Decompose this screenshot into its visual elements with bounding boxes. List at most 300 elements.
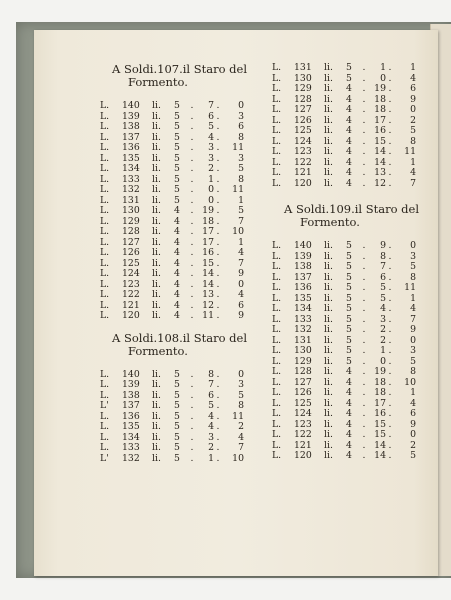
soldi-value: 3 xyxy=(380,313,386,325)
separator: . xyxy=(388,355,392,367)
amount: 134 xyxy=(294,303,312,314)
lire-abbrev: li. xyxy=(152,452,161,464)
separator: . xyxy=(362,240,366,251)
denari-value: 1 xyxy=(410,62,416,73)
lire-value: 4 xyxy=(346,408,352,419)
separator: . xyxy=(362,303,366,314)
table-row xyxy=(100,164,260,175)
currency-label: L. xyxy=(100,131,110,143)
denari-value: 4 xyxy=(410,72,416,84)
lire-abbrev: li. xyxy=(324,104,333,115)
lire-abbrev: li. xyxy=(152,215,161,227)
soldi-value: 14 xyxy=(202,268,214,279)
lire-value: 4 xyxy=(174,215,180,227)
amount: 135 xyxy=(294,292,312,304)
lire-value: 5 xyxy=(174,410,180,422)
separator: . xyxy=(388,250,392,262)
lire-value: 4 xyxy=(174,289,180,300)
denari-value: 1 xyxy=(238,236,244,248)
separator: . xyxy=(362,282,366,293)
lire-abbrev: li. xyxy=(152,379,161,390)
table-row xyxy=(272,168,432,179)
separator: . xyxy=(190,310,194,321)
lire-abbrev: li. xyxy=(324,408,333,419)
amount: 124 xyxy=(294,135,312,147)
soldi-value: 14 xyxy=(374,439,386,451)
currency-label: L. xyxy=(100,368,110,380)
table-row xyxy=(100,185,260,196)
separator: . xyxy=(216,278,220,290)
currency-label: L. xyxy=(272,313,282,325)
lire-abbrev: li. xyxy=(324,334,333,346)
denari-value: 3 xyxy=(238,152,244,164)
soldi-value: 0 xyxy=(380,355,386,367)
soldi-value: 2 xyxy=(208,163,214,174)
denari-value: 11 xyxy=(232,184,244,195)
separator: . xyxy=(362,334,366,346)
soldi-value: 15 xyxy=(202,257,214,269)
denari-value: 9 xyxy=(238,310,244,321)
price-table-109 xyxy=(272,241,432,462)
separator: . xyxy=(362,261,366,272)
separator: . xyxy=(190,442,194,453)
denari-value: 6 xyxy=(410,83,416,94)
amount: 127 xyxy=(294,376,312,388)
price-table-108-part1 xyxy=(100,370,260,465)
currency-label: L. xyxy=(272,303,282,314)
lire-abbrev: li. xyxy=(152,289,161,300)
separator: . xyxy=(388,334,392,346)
table-row xyxy=(100,311,260,322)
separator: . xyxy=(388,167,392,178)
separator: . xyxy=(388,418,392,430)
currency-label: L. xyxy=(272,135,282,147)
lire-abbrev: li. xyxy=(324,439,333,451)
separator: . xyxy=(362,83,366,94)
lire-abbrev: li. xyxy=(324,376,333,388)
amount: 125 xyxy=(294,125,312,136)
soldi-value: 4 xyxy=(208,131,214,143)
separator: . xyxy=(216,289,220,300)
separator: . xyxy=(362,62,366,73)
table-row xyxy=(100,401,260,412)
currency-label: L. xyxy=(272,418,282,430)
separator: . xyxy=(362,313,366,325)
table-row xyxy=(272,105,432,116)
separator: . xyxy=(216,236,220,248)
separator: . xyxy=(216,410,220,422)
separator: . xyxy=(388,177,392,189)
table-row xyxy=(272,346,432,357)
left-column xyxy=(100,63,260,464)
lire-value: 5 xyxy=(346,250,352,262)
currency-label: L. xyxy=(100,236,110,248)
currency-label: L. xyxy=(272,261,282,272)
denari-value: 9 xyxy=(238,268,244,279)
currency-label: L. xyxy=(272,408,282,419)
soldi-value: 1 xyxy=(208,173,214,185)
lire-value: 4 xyxy=(346,439,352,451)
separator: . xyxy=(216,100,220,111)
separator: . xyxy=(388,408,392,419)
lire-value: 4 xyxy=(174,299,180,311)
separator: . xyxy=(388,156,392,168)
separator: . xyxy=(216,131,220,143)
denari-value: 5 xyxy=(410,125,416,136)
lire-value: 4 xyxy=(174,247,180,258)
separator: . xyxy=(362,292,366,304)
lire-value: 4 xyxy=(346,429,352,440)
soldi-value: 15 xyxy=(374,429,386,440)
denari-value: 1 xyxy=(238,194,244,206)
lire-value: 4 xyxy=(346,450,352,461)
amount: 125 xyxy=(294,397,312,409)
lire-value: 4 xyxy=(346,114,352,126)
table-row xyxy=(100,443,260,454)
soldi-value: 16 xyxy=(202,247,214,258)
table-row xyxy=(272,262,432,273)
denari-value: 4 xyxy=(238,247,244,258)
soldi-value: 9 xyxy=(380,240,386,251)
table-row xyxy=(272,409,432,420)
section-heading-107 xyxy=(100,63,260,89)
table-row xyxy=(100,454,260,465)
lire-value: 5 xyxy=(346,72,352,84)
amount: 121 xyxy=(122,299,140,311)
lire-abbrev: li. xyxy=(324,250,333,262)
soldi-value: 2 xyxy=(380,334,386,346)
currency-label: L. xyxy=(272,282,282,293)
separator: . xyxy=(362,397,366,409)
currency-label: L. xyxy=(100,421,110,432)
lire-abbrev: li. xyxy=(152,100,161,111)
denari-value: 0 xyxy=(238,368,244,380)
denari-value: 3 xyxy=(238,110,244,122)
separator: . xyxy=(388,313,392,325)
heading-line-1: A Soldi.108.il Staro del xyxy=(112,330,248,345)
amount: 136 xyxy=(122,410,140,422)
denari-value: 4 xyxy=(238,431,244,443)
amount: 120 xyxy=(122,310,140,321)
soldi-value: 14 xyxy=(374,156,386,168)
lire-value: 4 xyxy=(346,387,352,398)
lire-abbrev: li. xyxy=(324,93,333,105)
lire-abbrev: li. xyxy=(152,173,161,185)
lire-abbrev: li. xyxy=(324,271,333,283)
denari-value: 5 xyxy=(238,205,244,216)
lire-abbrev: li. xyxy=(152,368,161,380)
separator: . xyxy=(216,299,220,311)
currency-label: L. xyxy=(100,268,110,279)
amount: 127 xyxy=(294,104,312,115)
currency-label: L. xyxy=(272,146,282,157)
soldi-value: 5 xyxy=(208,400,214,411)
separator: . xyxy=(362,146,366,157)
denari-value: 5 xyxy=(410,450,416,461)
soldi-value: 4 xyxy=(380,303,386,314)
lire-abbrev: li. xyxy=(324,292,333,304)
amount: 138 xyxy=(122,121,140,132)
lire-value: 4 xyxy=(346,135,352,147)
denari-value: 8 xyxy=(410,271,416,283)
separator: . xyxy=(362,366,366,377)
currency-label: L. xyxy=(272,271,282,283)
soldi-value: 3 xyxy=(208,142,214,153)
denari-value: 6 xyxy=(410,408,416,419)
amount: 133 xyxy=(122,173,140,185)
soldi-value: 18 xyxy=(374,376,386,388)
amount: 121 xyxy=(294,167,312,178)
lire-value: 5 xyxy=(346,355,352,367)
lire-value: 5 xyxy=(174,110,180,122)
table-row xyxy=(272,325,432,336)
amount: 122 xyxy=(294,429,312,440)
soldi-value: 17 xyxy=(374,397,386,409)
lire-abbrev: li. xyxy=(324,313,333,325)
lire-abbrev: li. xyxy=(152,310,161,321)
denari-value: 10 xyxy=(404,376,416,388)
lire-value: 4 xyxy=(174,257,180,269)
separator: . xyxy=(388,135,392,147)
currency-label: L. xyxy=(100,205,110,216)
soldi-value: 6 xyxy=(208,110,214,122)
denari-value: 7 xyxy=(238,215,244,227)
lire-abbrev: li. xyxy=(324,146,333,157)
lire-abbrev: li. xyxy=(324,418,333,430)
amount: 123 xyxy=(294,146,312,157)
separator: . xyxy=(216,421,220,432)
table-row xyxy=(100,143,260,154)
lire-abbrev: li. xyxy=(152,142,161,153)
separator: . xyxy=(190,410,194,422)
soldi-value: 14 xyxy=(202,278,214,290)
currency-label: L. xyxy=(100,379,110,390)
lire-abbrev: li. xyxy=(324,135,333,147)
denari-value: 5 xyxy=(410,355,416,367)
separator: . xyxy=(362,177,366,189)
lire-abbrev: li. xyxy=(152,163,161,174)
separator: . xyxy=(190,194,194,206)
separator: . xyxy=(216,452,220,464)
separator: . xyxy=(190,452,194,464)
amount: 126 xyxy=(294,387,312,398)
lire-abbrev: li. xyxy=(324,125,333,136)
currency-label: L. xyxy=(272,366,282,377)
currency-label: L. xyxy=(272,376,282,388)
amount: 129 xyxy=(294,83,312,94)
soldi-value: 11 xyxy=(202,310,214,321)
lire-value: 4 xyxy=(346,397,352,409)
soldi-value: 18 xyxy=(374,93,386,105)
separator: . xyxy=(362,450,366,461)
separator: . xyxy=(216,389,220,401)
denari-value: 3 xyxy=(410,250,416,262)
lire-abbrev: li. xyxy=(152,299,161,311)
lire-abbrev: li. xyxy=(324,355,333,367)
soldi-value: 18 xyxy=(374,387,386,398)
soldi-value: 2 xyxy=(208,442,214,453)
currency-label: L. xyxy=(272,167,282,178)
separator: . xyxy=(216,152,220,164)
separator: . xyxy=(216,121,220,132)
lire-value: 5 xyxy=(346,282,352,293)
currency-label: L. xyxy=(100,121,110,132)
separator: . xyxy=(388,282,392,293)
amount: 131 xyxy=(294,62,312,73)
separator: . xyxy=(388,146,392,157)
denari-value: 4 xyxy=(410,397,416,409)
lire-abbrev: li. xyxy=(324,429,333,440)
denari-value: 5 xyxy=(238,163,244,174)
separator: . xyxy=(362,324,366,335)
soldi-value: 13 xyxy=(202,289,214,300)
lire-abbrev: li. xyxy=(152,121,161,132)
currency-label: L. xyxy=(272,397,282,409)
currency-label: L. xyxy=(272,177,282,189)
currency-label: L. xyxy=(100,278,110,290)
lire-value: 4 xyxy=(346,418,352,430)
soldi-value: 13 xyxy=(374,167,386,178)
amount: 128 xyxy=(122,226,140,237)
section-heading-109 xyxy=(272,203,432,229)
currency-label: L. xyxy=(272,240,282,251)
denari-value: 7 xyxy=(410,313,416,325)
table-row xyxy=(272,241,432,252)
table-row xyxy=(272,179,432,190)
lire-abbrev: li. xyxy=(152,184,161,195)
price-table-108-part2 xyxy=(272,63,432,189)
amount: 122 xyxy=(122,289,140,300)
table-row xyxy=(100,269,260,280)
soldi-value: 0 xyxy=(208,184,214,195)
separator: . xyxy=(190,247,194,258)
lire-abbrev: li. xyxy=(152,110,161,122)
lire-value: 4 xyxy=(346,83,352,94)
denari-value: 2 xyxy=(410,439,416,451)
separator: . xyxy=(190,278,194,290)
amount: 139 xyxy=(294,250,312,262)
amount: 132 xyxy=(294,324,312,335)
amount: 120 xyxy=(294,177,312,189)
separator: . xyxy=(388,366,392,377)
separator: . xyxy=(216,194,220,206)
separator: . xyxy=(190,431,194,443)
lire-value: 5 xyxy=(174,400,180,411)
separator: . xyxy=(362,114,366,126)
soldi-value: 8 xyxy=(208,368,214,380)
separator: . xyxy=(216,368,220,380)
separator: . xyxy=(362,408,366,419)
separator: . xyxy=(388,376,392,388)
separator: . xyxy=(388,114,392,126)
table-row xyxy=(100,248,260,259)
soldi-value: 19 xyxy=(374,83,386,94)
soldi-value: 7 xyxy=(208,379,214,390)
table-row xyxy=(100,122,260,133)
separator: . xyxy=(216,184,220,195)
separator: . xyxy=(216,379,220,390)
lire-value: 5 xyxy=(174,368,180,380)
lire-value: 5 xyxy=(346,303,352,314)
lire-value: 5 xyxy=(346,313,352,325)
section-heading-108 xyxy=(100,332,260,358)
lire-value: 5 xyxy=(174,131,180,143)
lire-value: 4 xyxy=(174,310,180,321)
separator: . xyxy=(216,268,220,279)
amount: 124 xyxy=(294,408,312,419)
denari-value: 9 xyxy=(410,324,416,335)
separator: . xyxy=(190,421,194,432)
table-row xyxy=(272,283,432,294)
amount: 140 xyxy=(294,240,312,251)
lire-abbrev: li. xyxy=(152,431,161,443)
separator: . xyxy=(362,104,366,115)
soldi-value: 14 xyxy=(374,450,386,461)
soldi-value: 17 xyxy=(202,236,214,248)
heading-line-2: Formento. xyxy=(128,75,188,89)
table-row xyxy=(100,101,260,112)
currency-label: L. xyxy=(100,110,110,122)
amount: 132 xyxy=(122,184,140,195)
separator: . xyxy=(190,184,194,195)
denari-value: 0 xyxy=(410,429,416,440)
separator: . xyxy=(216,142,220,153)
book-page xyxy=(34,30,438,576)
lire-abbrev: li. xyxy=(152,389,161,401)
table-row xyxy=(100,290,260,301)
amount: 136 xyxy=(122,142,140,153)
amount: 127 xyxy=(122,236,140,248)
lire-abbrev: li. xyxy=(152,152,161,164)
separator: . xyxy=(388,303,392,314)
amount: 134 xyxy=(122,431,140,443)
lire-value: 5 xyxy=(174,194,180,206)
separator: . xyxy=(190,100,194,111)
currency-label: L. xyxy=(272,83,282,94)
amount: 136 xyxy=(294,282,312,293)
lire-value: 4 xyxy=(346,156,352,168)
amount: 140 xyxy=(122,100,140,111)
denari-value: 10 xyxy=(232,226,244,237)
currency-label: L. xyxy=(100,310,110,321)
separator: . xyxy=(362,271,366,283)
lire-abbrev: li. xyxy=(324,83,333,94)
amount: 134 xyxy=(122,163,140,174)
separator: . xyxy=(388,72,392,84)
soldi-value: 16 xyxy=(374,125,386,136)
soldi-value: 17 xyxy=(374,114,386,126)
separator: . xyxy=(388,450,392,461)
denari-value: 8 xyxy=(238,173,244,185)
lire-abbrev: li. xyxy=(324,450,333,461)
currency-label: L. xyxy=(100,152,110,164)
lire-abbrev: li. xyxy=(324,282,333,293)
separator: . xyxy=(388,439,392,451)
soldi-value: 7 xyxy=(208,100,214,111)
separator: . xyxy=(190,121,194,132)
amount: 122 xyxy=(294,156,312,168)
currency-label: L. xyxy=(100,299,110,311)
amount: 130 xyxy=(294,72,312,84)
separator: . xyxy=(216,431,220,443)
denari-value: 5 xyxy=(410,261,416,272)
separator: . xyxy=(190,289,194,300)
separator: . xyxy=(362,135,366,147)
table-row xyxy=(272,388,432,399)
soldi-value: 17 xyxy=(202,226,214,237)
amount: 137 xyxy=(294,271,312,283)
soldi-value: 0 xyxy=(208,194,214,206)
